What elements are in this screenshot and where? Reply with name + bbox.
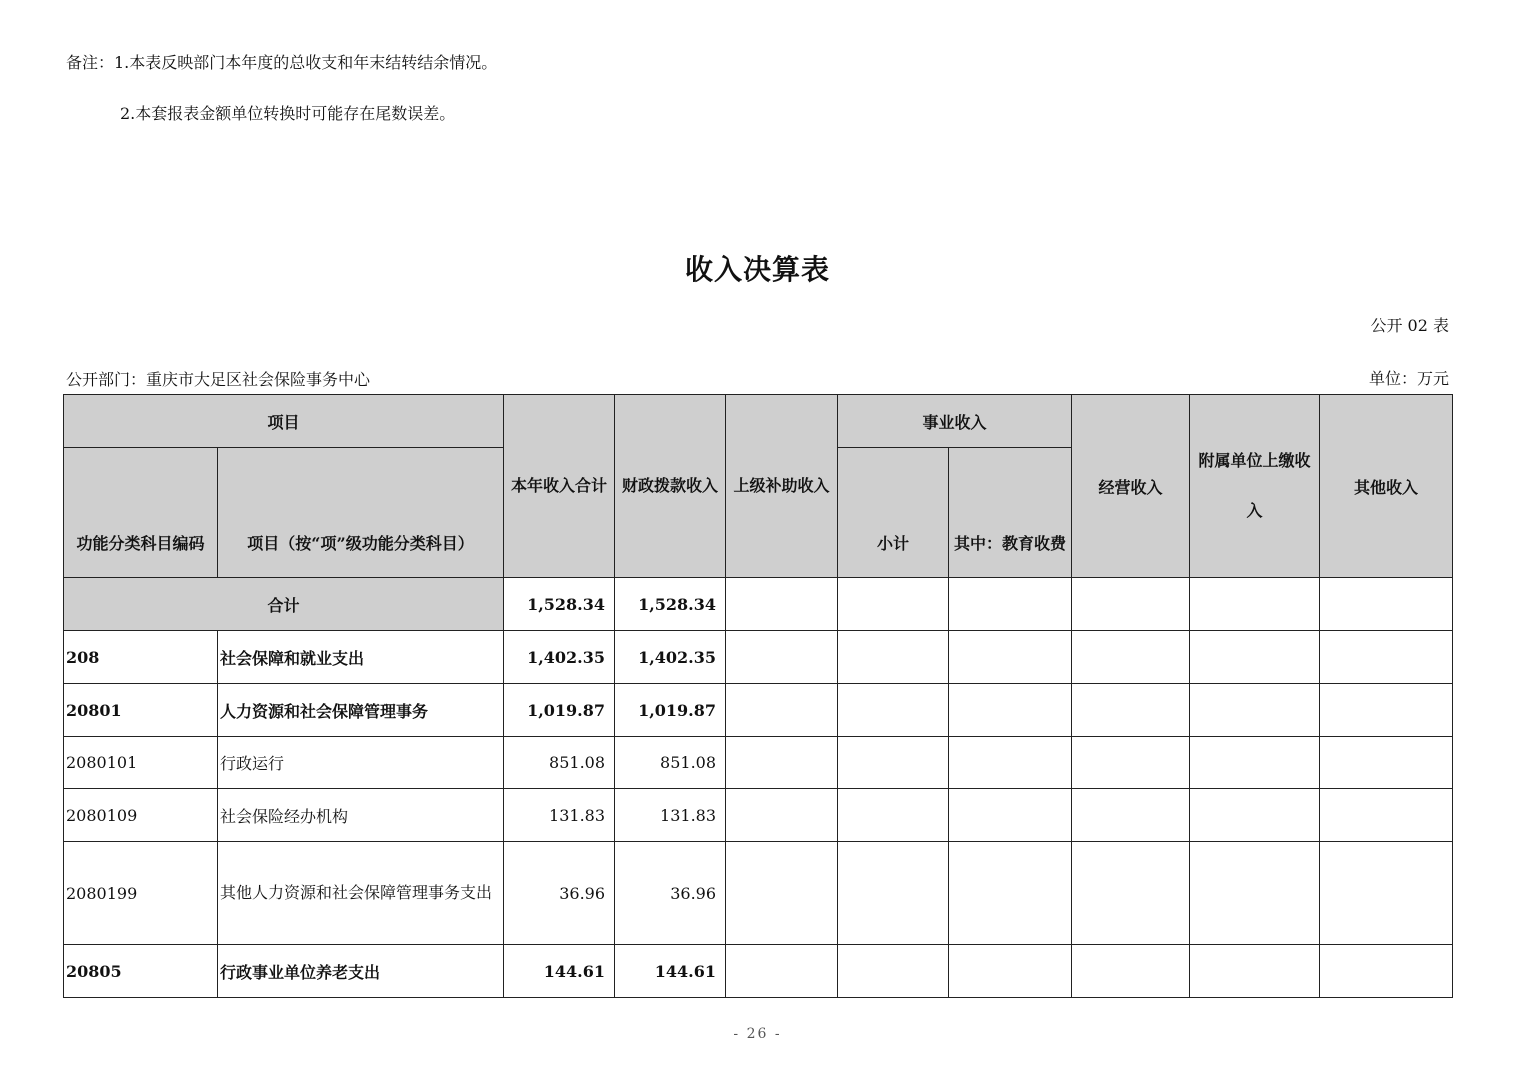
empty-cell	[726, 684, 838, 737]
table-row	[64, 684, 1453, 737]
row-total: 131.83	[504, 789, 615, 842]
table-row	[64, 945, 1453, 998]
empty-cell	[726, 945, 838, 998]
empty-cell	[726, 578, 838, 631]
page-number: - 26 -	[733, 1026, 782, 1042]
row-code: 20805	[64, 945, 218, 998]
sum-fiscal: 1,528.34	[615, 578, 726, 631]
income-table	[63, 394, 1453, 998]
form-code: 公开 02 表	[1370, 316, 1449, 335]
empty-cell	[1190, 631, 1320, 684]
empty-cell	[1072, 789, 1190, 842]
empty-cell	[949, 737, 1072, 789]
header-superior: 上级补助收入	[726, 395, 838, 578]
header-total: 本年收入合计	[504, 395, 615, 578]
empty-cell	[1072, 684, 1190, 737]
empty-cell	[949, 631, 1072, 684]
empty-cell	[1320, 578, 1453, 631]
empty-cell	[1190, 789, 1320, 842]
empty-cell	[949, 684, 1072, 737]
row-code: 2080109	[64, 789, 218, 842]
empty-cell	[838, 789, 949, 842]
row-fiscal: 131.83	[615, 789, 726, 842]
empty-cell	[1320, 945, 1453, 998]
note-line-2: 2.本套报表金额单位转换时可能存在尾数误差。	[120, 104, 456, 123]
empty-cell	[1190, 945, 1320, 998]
empty-cell	[949, 945, 1072, 998]
row-code: 208	[64, 631, 218, 684]
header-operating: 经营收入	[1072, 395, 1190, 578]
empty-cell	[1190, 737, 1320, 789]
empty-cell	[1072, 631, 1190, 684]
row-code: 2080101	[64, 737, 218, 789]
row-name: 人力资源和社会保障管理事务	[218, 684, 504, 737]
row-name: 行政事业单位养老支出	[218, 945, 504, 998]
note-line-1: 备注：1.本表反映部门本年度的总收支和年末结转结余情况。	[66, 53, 498, 72]
row-total: 36.96	[504, 842, 615, 945]
empty-cell	[1072, 737, 1190, 789]
row-total: 144.61	[504, 945, 615, 998]
header-fiscal: 财政拨款收入	[615, 395, 726, 578]
empty-cell	[1320, 684, 1453, 737]
table-row	[64, 737, 1453, 789]
row-fiscal: 1,402.35	[615, 631, 726, 684]
row-fiscal: 144.61	[615, 945, 726, 998]
empty-cell	[949, 842, 1072, 945]
page-title: 收入决算表	[684, 253, 830, 286]
row-fiscal: 851.08	[615, 737, 726, 789]
empty-cell	[1320, 842, 1453, 945]
table-row	[64, 631, 1453, 684]
empty-cell	[726, 737, 838, 789]
row-name: 其他人力资源和社会保障管理事务支出	[218, 842, 504, 945]
header-name: 项目（按“项”级功能分类科目）	[218, 448, 504, 578]
empty-cell	[1072, 945, 1190, 998]
row-total: 1,019.87	[504, 684, 615, 737]
sum-row	[64, 578, 1453, 631]
empty-cell	[1190, 842, 1320, 945]
empty-cell	[949, 578, 1072, 631]
sum-total: 1,528.34	[504, 578, 615, 631]
department-label: 公开部门：重庆市大足区社会保险事务中心	[66, 370, 371, 389]
header-affiliated: 附属单位上缴收入	[1190, 395, 1320, 578]
empty-cell	[1072, 578, 1190, 631]
empty-cell	[1320, 789, 1453, 842]
empty-cell	[1190, 578, 1320, 631]
empty-cell	[726, 789, 838, 842]
table-row	[64, 842, 1453, 945]
sum-label: 合计	[64, 578, 504, 631]
empty-cell	[1320, 631, 1453, 684]
header-subtotal: 小计	[838, 448, 949, 578]
row-total: 851.08	[504, 737, 615, 789]
empty-cell	[838, 737, 949, 789]
header-item: 项目	[64, 395, 504, 448]
header-education: 其中：教育收费	[949, 448, 1072, 578]
row-name: 社会保险经办机构	[218, 789, 504, 842]
header-business-income: 事业收入	[838, 395, 1072, 448]
empty-cell	[1190, 684, 1320, 737]
row-total: 1,402.35	[504, 631, 615, 684]
header-code: 功能分类科目编码	[64, 448, 218, 578]
header-other: 其他收入	[1320, 395, 1453, 578]
row-fiscal: 36.96	[615, 842, 726, 945]
table-row	[64, 789, 1453, 842]
empty-cell	[838, 631, 949, 684]
unit-label: 单位：万元	[1368, 369, 1449, 388]
row-name: 行政运行	[218, 737, 504, 789]
row-code: 20801	[64, 684, 218, 737]
empty-cell	[838, 945, 949, 998]
empty-cell	[726, 631, 838, 684]
empty-cell	[838, 684, 949, 737]
empty-cell	[838, 578, 949, 631]
empty-cell	[838, 842, 949, 945]
empty-cell	[949, 789, 1072, 842]
empty-cell	[726, 842, 838, 945]
empty-cell	[1320, 737, 1453, 789]
row-code: 2080199	[64, 842, 218, 945]
empty-cell	[1072, 842, 1190, 945]
row-fiscal: 1,019.87	[615, 684, 726, 737]
row-name: 社会保障和就业支出	[218, 631, 504, 684]
